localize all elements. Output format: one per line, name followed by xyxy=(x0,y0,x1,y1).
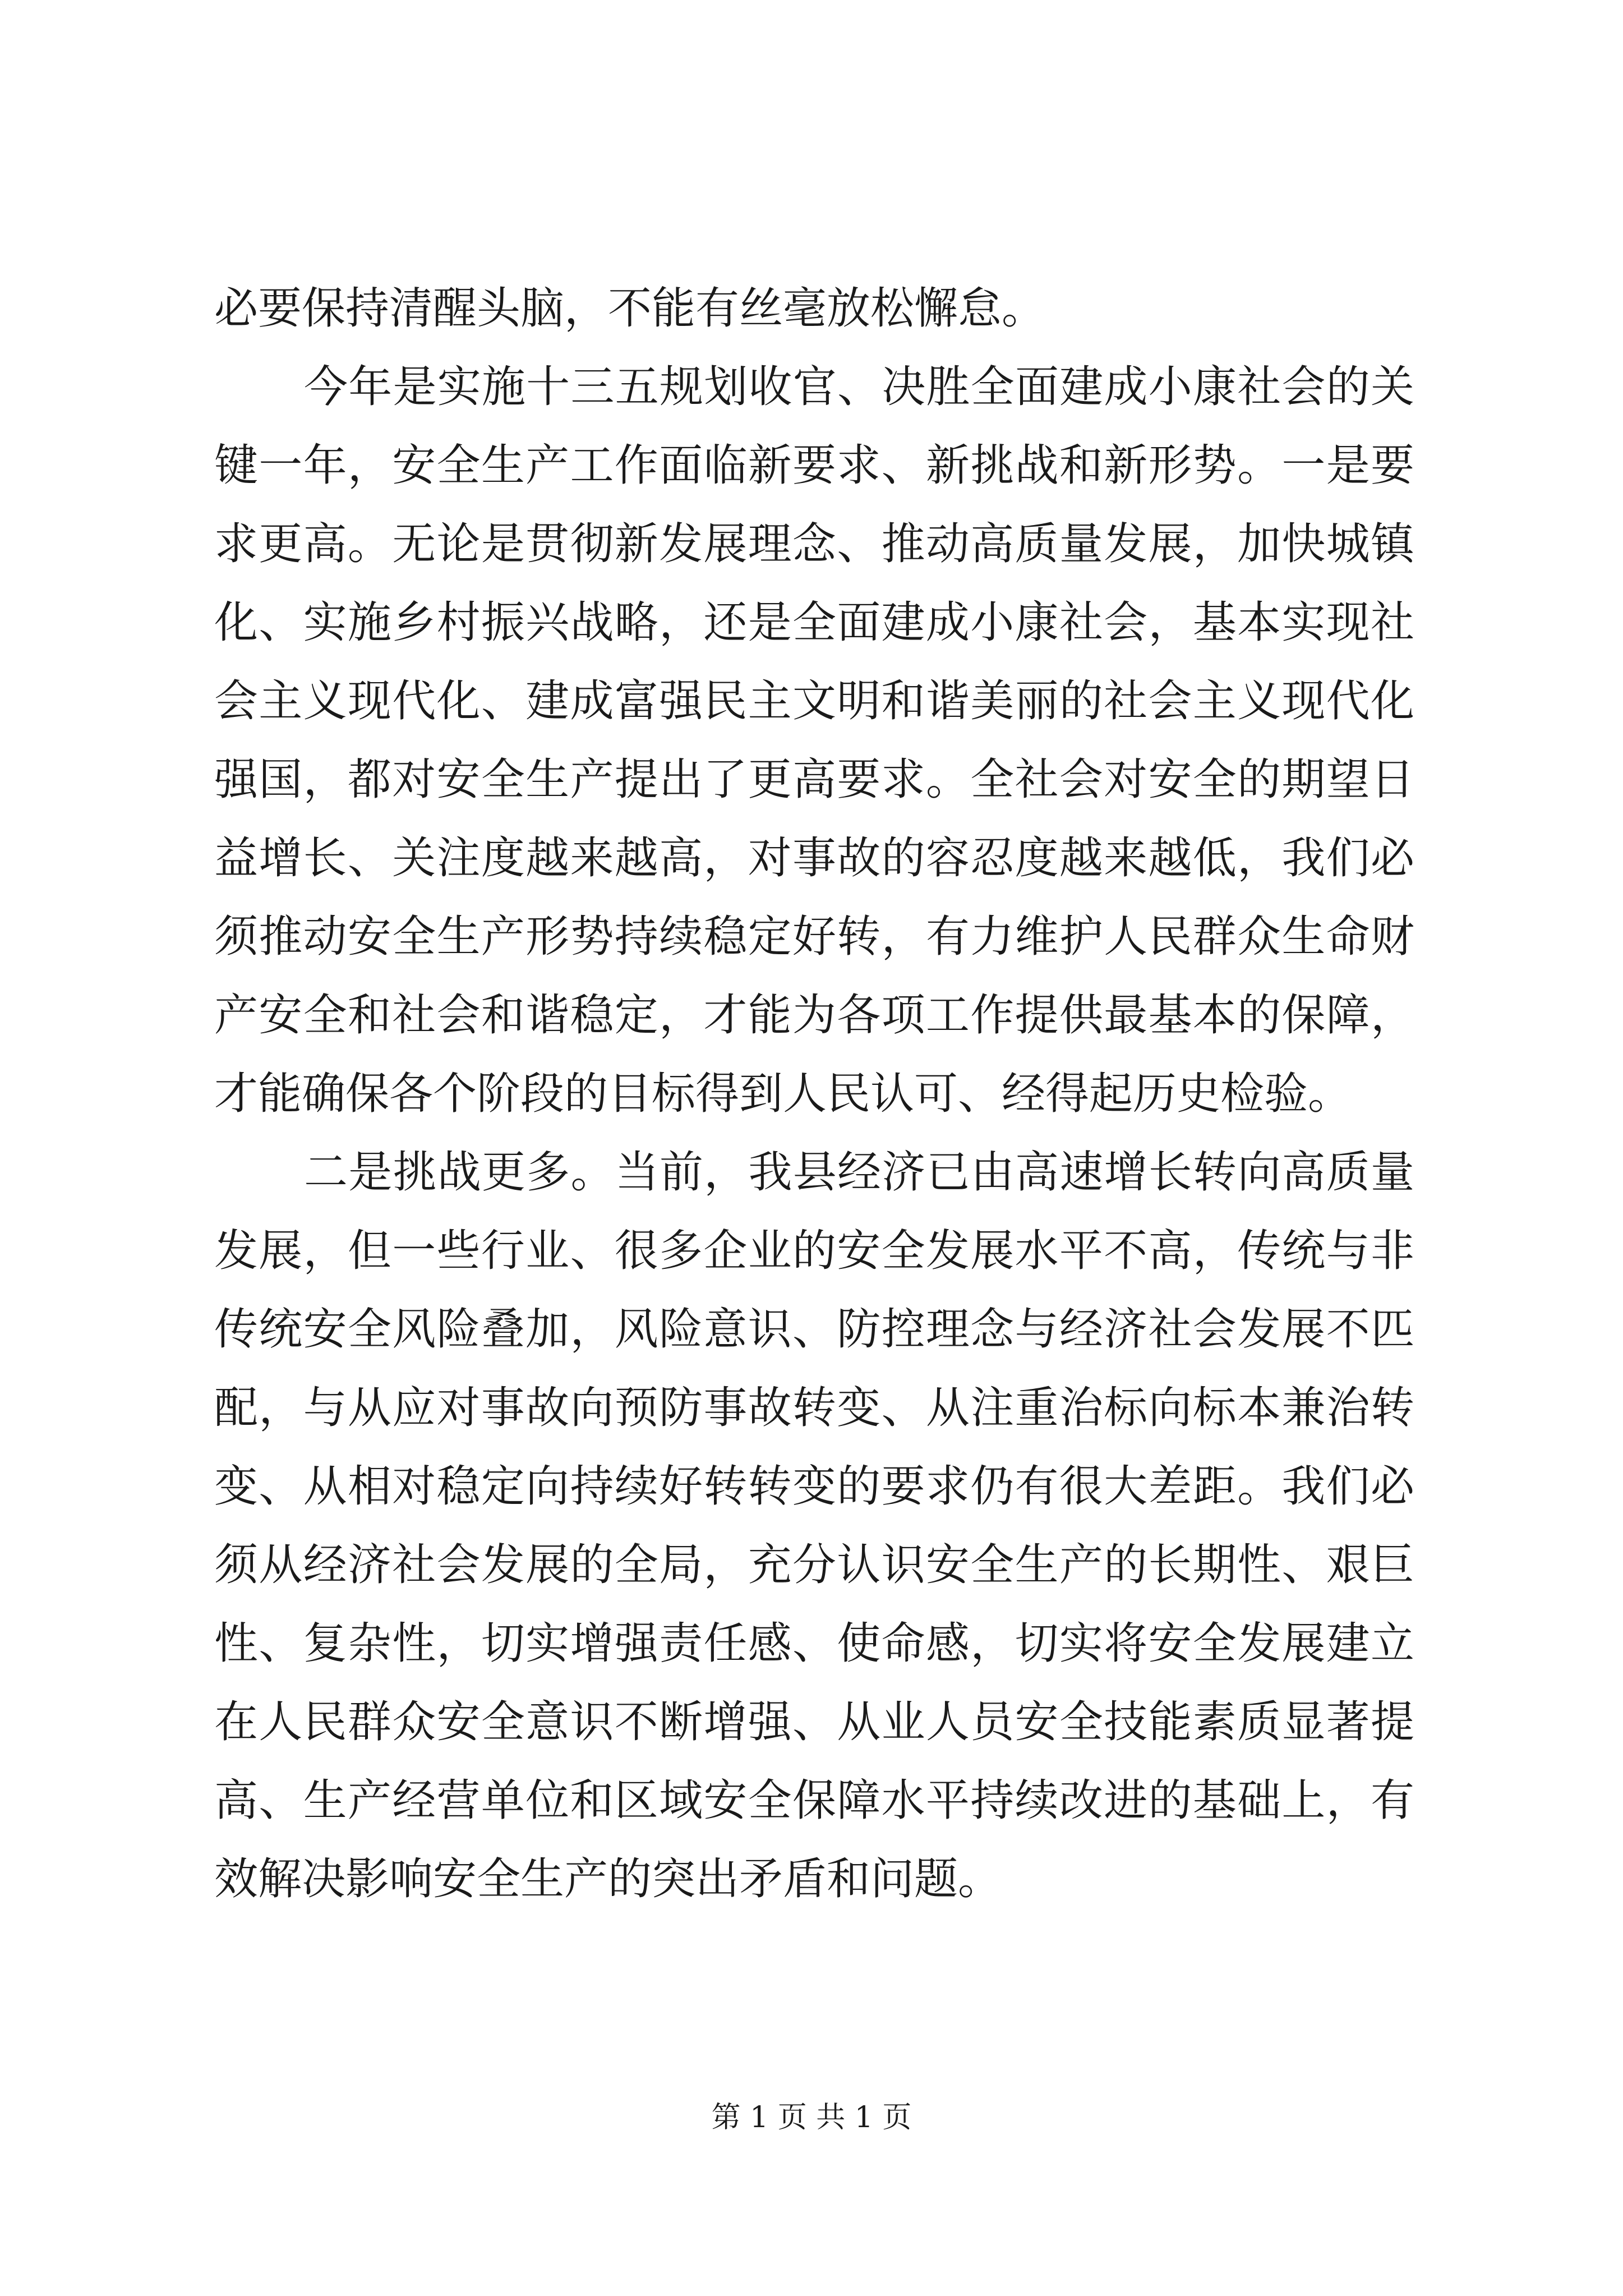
paragraph-1: 必要保持清醒头脑，不能有丝毫放松懈怠。 xyxy=(214,283,1046,334)
document-body xyxy=(214,269,1414,1918)
page-footer: 第 1 页 共 1 页 xyxy=(711,2101,912,2134)
paragraph-2: 今年是实施十三五规划收官、决胜全面建成小康社会的关键一年，安全生产工作面临新要求、新挑战和新形势。一是要求更高。无论是贯彻新发展理念、推动高质量发展，加快城镇化、实施乡村振兴战略，还是全面建成小康社会，基本实现社会主义现代化、建成富强民主文明和谐美丽的社会主义现代化强国，都对安全生产提出了更高要求。全社会对安全的期望日益增长、关注度越来越高，对事故的容忍度越来越低，我们必须推动安全生产形势持续稳定好转，有力维护人民群众生命财产安全和社会和谐稳定，才能为各项工作提供最基本的保障，才能确保各个阶段的目标得到人民认可、经得起历史检验。 xyxy=(214,362,1414,1119)
paragraph-3: 二是挑战更多。当前，我县经济已由高速增长转向高质量发展，但一些行业、很多企业的安全发展水平不高，传统与非传统安全风险叠加，风险意识、防控理念与经济社会发展不匹配，与从应对事故向预防事故转变、从注重治标向标本兼治转变、从相对稳定向持续好转转变的要求仍有很大差距。我们必须从经济社会发展的全局，充分认识安全生产的长期性、艰巨性、复杂性，切实增强责任感、使命感，切实将安全发展建立在人民群众安全意识不断增强、从业人员安全技能素质显著提高、生产经营单位和区域安全保障水平持续改进的基础上，有效解决影响安全生产的突出矛盾和问题。 xyxy=(214,1147,1414,1904)
